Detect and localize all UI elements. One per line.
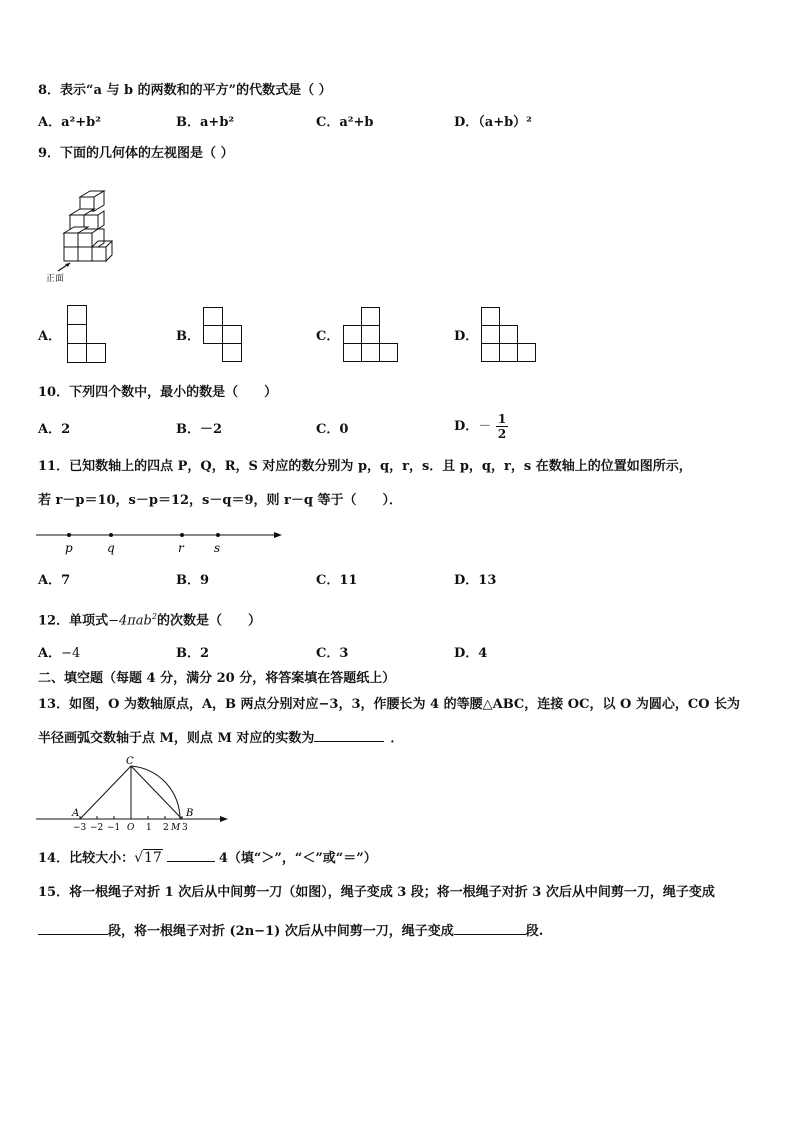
q13-tick-2: 2 <box>163 823 169 832</box>
q13-point-b: B <box>186 808 194 819</box>
q9-option-c-figure <box>343 307 401 365</box>
q9-option-b: B． <box>176 329 200 344</box>
q11-label-q: q <box>107 541 115 555</box>
q11-line2: 若 r－p＝10，s－p＝12，s－q＝9，则 r－q 等于（ ）． <box>38 493 403 508</box>
q11-label-r: r <box>178 541 184 555</box>
q15-answer-blank-1[interactable] <box>38 920 108 935</box>
q13-tick-m: M <box>171 823 181 832</box>
q12-option-c: C．3 <box>316 646 349 661</box>
q9-option-d-figure <box>481 307 541 365</box>
q9-solid-figure <box>40 185 120 285</box>
q9-option-d: D． <box>454 329 479 344</box>
q11-line1: 11．已知数轴上的四点 P，Q，R，S 对应的数分别为 p，q，r，s．且 p，q，r，s 在数轴上的位置如图所示， <box>38 459 692 474</box>
q11-option-a: A．7 <box>38 573 71 588</box>
q8-option-d: D．（a+b）² <box>454 115 532 130</box>
q13-line1: 13．如图，O 为数轴原点，A，B 两点分别对应−3，3，作腰长为 4 的等腰△ABC，连接 OC，以 O 为圆心，CO 长为 <box>38 697 741 712</box>
q10-option-a: A．2 <box>38 422 71 437</box>
q9-option-b-figure <box>203 307 245 365</box>
q13-line2: 半径画弧交数轴于点 M，则点 M 对应的实数为 ． <box>38 727 403 748</box>
q10-option-b: B．－2 <box>176 422 223 437</box>
q15-line1: 15．将一根绳子对折 1 次后从中间剪一刀（如图），绳子变成 3 段；将一根绳子对折 3 次后从中间剪一刀，绳子变成 <box>38 885 715 900</box>
q10-fraction: $\frac{1}{2}$ <box>497 412 507 441</box>
q13-tick-neg2: −2 <box>90 823 104 832</box>
q11-option-d: D．13 <box>454 573 497 588</box>
q12-option-d: D．4 <box>454 646 488 661</box>
q9-front-label: 正面 <box>46 274 65 284</box>
q8-stem: 8．表示“a 与 b 的两数和的平方”的代数式是（ ） <box>38 83 332 98</box>
q8-option-c: C．a²+b <box>316 115 374 130</box>
q11-option-c: C．11 <box>316 573 358 588</box>
q13-tick-neg3: −3 <box>73 823 87 832</box>
section-heading-fill-in: 二、填空题（每题 4 分，满分 20 分，将答案填在答题纸上） <box>38 671 396 686</box>
q9-option-a: A． <box>38 329 62 344</box>
q9-stem: 9．下面的几何体的左视图是（ ） <box>38 146 234 161</box>
q14-line: 14．比较大小：√17 4（填“＞”，“＜”或“＝”） <box>38 847 377 868</box>
q13-point-c: C <box>126 756 134 767</box>
q8-option-a: A．a²+b² <box>38 115 101 130</box>
q13-point-a: A <box>72 808 80 819</box>
q8-option-b: B．a+b² <box>176 115 235 130</box>
q13-tick-1: 1 <box>146 823 152 832</box>
q11-number-line <box>36 526 286 556</box>
q10-stem: 10．下列四个数中，最小的数是（ ） <box>38 385 278 400</box>
q12-stem: 12．单项式−4πab$^2$的次数是（ ） <box>38 612 261 629</box>
q13-tick-neg1: −1 <box>107 823 121 832</box>
q14-answer-blank[interactable] <box>167 847 215 862</box>
q11-label-s: s <box>214 541 221 555</box>
q13-tick-3: 3 <box>182 823 188 832</box>
q12-monomial: −4πab <box>108 613 152 629</box>
q11-option-b: B．9 <box>176 573 210 588</box>
q10-option-c: C．0 <box>316 422 349 437</box>
q13-answer-blank[interactable] <box>314 727 384 742</box>
q15-answer-blank-2[interactable] <box>454 920 526 935</box>
sqrt-symbol: √17 <box>134 850 162 866</box>
q12-option-b: B．2 <box>176 646 210 661</box>
q15-line2: 段，将一根绳子对折 (2n−1) 次后从中间剪一刀，绳子变成 段. <box>38 920 543 941</box>
q10-option-d: D．－ $\frac{1}{2}$ <box>454 412 507 441</box>
q9-option-a-figure <box>67 305 109 367</box>
q9-option-c: C． <box>316 329 340 344</box>
q11-label-p: p <box>65 541 73 555</box>
q12-option-a: A．−4 <box>38 646 81 661</box>
q13-diagram <box>36 756 236 832</box>
q13-tick-origin: O <box>127 823 135 832</box>
